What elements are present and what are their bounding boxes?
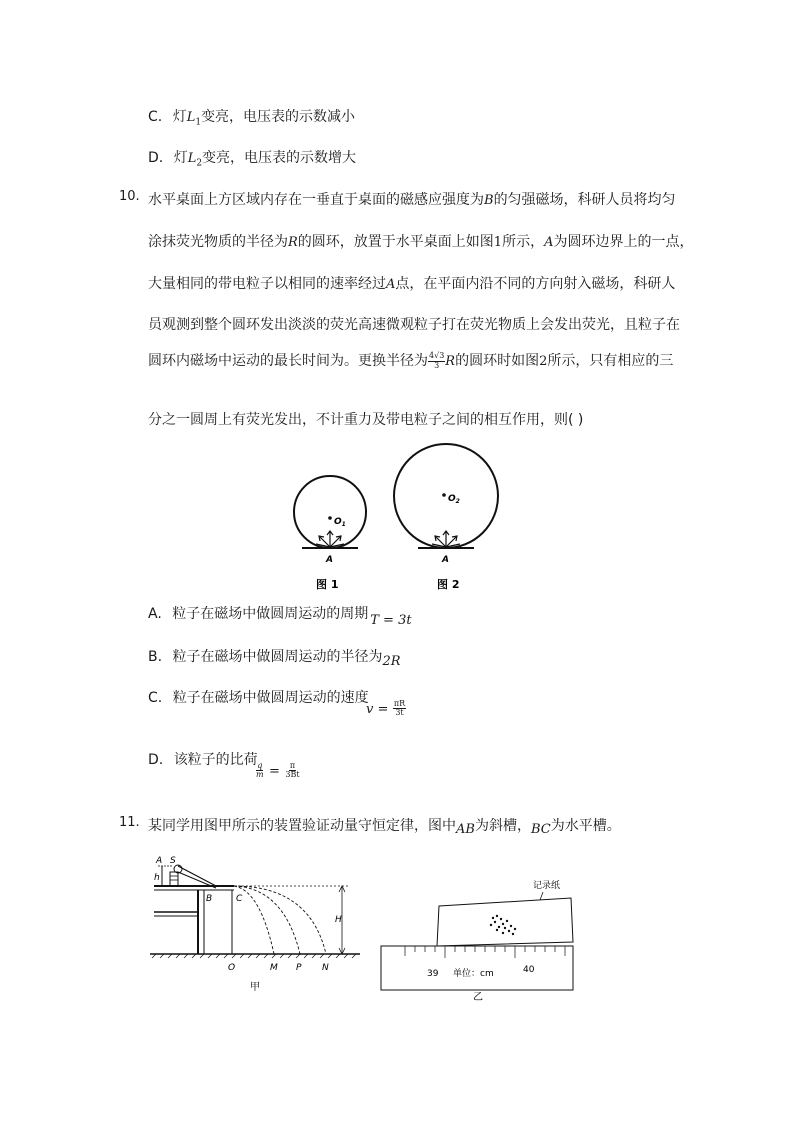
option-text: 灯 [172, 109, 187, 125]
velocity-arrows-2 [432, 531, 460, 547]
center-label-1: $O_1$ [334, 517, 346, 528]
svg-text:H: H [335, 915, 342, 925]
figure-yi-caption: 乙 [473, 992, 483, 1002]
tick-39: 39 [427, 969, 439, 979]
fig1-caption: 图 1 [316, 578, 339, 591]
svg-text:N: N [322, 963, 329, 973]
svg-text:O: O [228, 963, 236, 973]
q10-line-5: 圆环内磁场中运动的最长时间为。更换半径为 $\frac{4√3}{3}$ R的圆环时如图2所示，只有相应的三 [148, 351, 674, 370]
figure-yi [375, 872, 580, 1002]
q10-line-2: 涂抹荧光物质的半径为R的圆环，放置于水平桌面上如图1所示，A为圆环边界上的一点， [148, 234, 694, 250]
fig2-caption: 图 2 [437, 578, 460, 591]
option-text: 该粒子的比荷 [173, 752, 258, 768]
svg-text:A: A [156, 856, 163, 866]
svg-text:S: S [170, 856, 176, 866]
center-label-2: $O_2$ [448, 494, 460, 505]
q10-option-d-formula: $\frac{q}{m}$ = $\frac{\pi}{3Bt}$ [256, 761, 300, 780]
unit-label: 单位：cm [453, 969, 494, 979]
option-text: 灯 [173, 150, 188, 166]
option-formula: T = 3t [370, 613, 412, 628]
svg-text:h: h [154, 873, 160, 883]
center-dot-2 [442, 493, 446, 497]
option-letter: C. [148, 690, 163, 706]
lamp-symbol: $L_2$ [187, 151, 203, 169]
q10-option-d [148, 749, 258, 769]
option-letter: D. [148, 752, 164, 768]
figure-jia [150, 852, 365, 997]
q10-figure [280, 440, 520, 600]
option-text: 粒子在磁场中做圆周运动的速度 [172, 690, 369, 706]
svg-text:B: B [206, 894, 213, 904]
q10-line-4: 员观测到整个圆环发出淡淡的荧光高速微观粒子打在荧光物质上会发出荧光，且粒子在 [148, 317, 680, 333]
svg-text:P: P [296, 963, 302, 973]
option-letter: B. [148, 649, 163, 665]
option-text-rest: 变亮，电压表的示数增大 [202, 150, 357, 166]
fraction: $\frac{\pi}{3Bt}$ [285, 761, 300, 780]
fraction: $\frac{\pi R}{3t}$ [393, 699, 406, 718]
q10-line-6: 分之一圆周上有荧光发出，不计重力及带电粒子之间的相互作用，则( ) [148, 412, 584, 428]
point-a-label-2: A [442, 555, 449, 565]
q10-line-1: 水平桌面上方区域内存在一垂直于桌面的磁感应强度为B的匀强磁场，科研人员将均匀 [148, 192, 676, 208]
answer-paren: ( ) [568, 412, 584, 428]
q11-line-1: 某同学用图甲所示的装置验证动量守恒定律，图中AB为斜槽，BC为水平槽。 [148, 818, 621, 837]
lamp-symbol: $L_1$ [186, 110, 202, 128]
record-paper [437, 898, 573, 946]
svg-text:M: M [270, 963, 278, 973]
option-text-rest: 变亮，电压表的示数减小 [201, 109, 356, 125]
q10-option-c-formula: v = $\frac{\pi R}{3t}$ [366, 699, 406, 718]
q10-option-b [148, 646, 401, 669]
q10-option-c [148, 687, 369, 707]
center-dot-1 [328, 516, 332, 520]
option-letter: A. [148, 606, 162, 622]
option-text: 粒子在磁场中做圆周运动的半径为 [172, 649, 383, 665]
ruler [381, 946, 573, 990]
velocity-arrows-1 [316, 531, 344, 547]
q10-line-3: 大量相同的带电粒子以相同的速率经过A点，在平面内沿不同的方向射入磁场，科研人 [148, 276, 676, 292]
point-a-label-1: A [326, 555, 333, 565]
question-number: 11. [119, 815, 140, 830]
q9-option-d [148, 147, 356, 169]
q9-option-c [148, 106, 355, 128]
option-formula: 2R [382, 654, 401, 669]
svg-text:C: C [236, 894, 243, 904]
figure-jia-caption: 甲 [250, 982, 260, 993]
option-letter: C. [148, 109, 163, 125]
paper-label: 记录纸 [533, 881, 561, 891]
tick-40: 40 [523, 965, 535, 975]
q10-option-a [148, 603, 412, 628]
option-text: 粒子在磁场中做圆周运动的周期 [172, 606, 369, 622]
option-letter: D. [148, 150, 164, 166]
fraction: $\frac{q}{m}$ [256, 761, 264, 780]
fraction: $\frac{4√3}{3}$ [429, 351, 445, 370]
question-number: 10. [119, 189, 140, 204]
